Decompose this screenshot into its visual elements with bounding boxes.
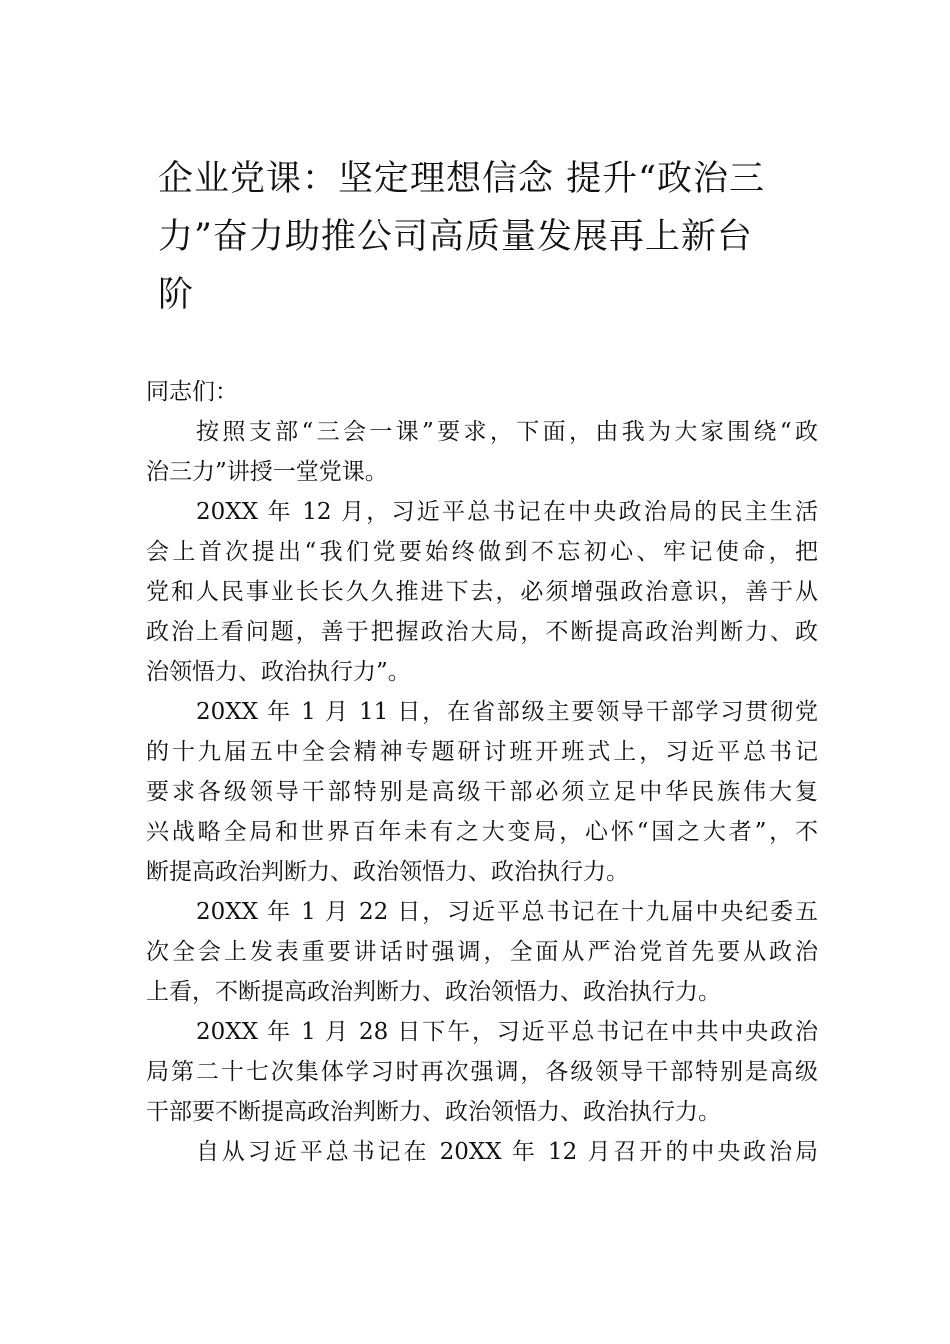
- salutation: 同志们：: [146, 379, 238, 405]
- paragraph-line: 20XX 年 1 月 22 日，习近平总书记在十九届中央纪委五: [196, 899, 818, 925]
- document-body: [146, 372, 818, 1172]
- paragraph-line: 的十九届五中全会精神专题研讨班开班式上，习近平总书记: [146, 739, 818, 765]
- paragraph-line: 治三力”讲授一堂党课。: [146, 459, 388, 485]
- paragraph: [146, 412, 818, 492]
- paragraph-line: 20XX 年 1 月 28 日下午，习近平总书记在中共中央政治: [196, 1019, 818, 1045]
- title-line: 阶: [158, 275, 195, 315]
- paragraph-line: 断提高政治判断力、政治领悟力、政治执行力。: [146, 859, 629, 885]
- paragraph-line: 党和人民事业长长久久推进下去，必须增强政治意识，善于从: [146, 579, 818, 605]
- document-title: [158, 150, 798, 324]
- paragraph-line: 治领悟力、政治执行力”。: [146, 659, 411, 685]
- paragraph-line: 20XX 年 1 月 11 日，在省部级主要领导干部学习贯彻党: [196, 699, 818, 725]
- paragraph-line: 兴战略全局和世界百年未有之大变局，心怀“国之大者”，不: [146, 819, 818, 845]
- paragraph: [146, 1132, 818, 1172]
- paragraph: [146, 492, 818, 692]
- paragraph-line: 局第二十七次集体学习时再次强调，各级领导干部特别是高级: [146, 1059, 818, 1085]
- paragraph-line: 次全会上发表重要讲话时强调，全面从严治党首先要从政治: [146, 939, 818, 965]
- title-line: 企业党课：坚定理想信念 提升“政治三: [158, 159, 766, 199]
- paragraph-line: 干部要不断提高政治判断力、政治领悟力、政治执行力。: [146, 1099, 721, 1125]
- paragraph-line: 要求各级领导干部特别是高级干部必须立足中华民族伟大复: [146, 779, 818, 805]
- paragraph-line: 20XX 年 12 月，习近平总书记在中央政治局的民主生活: [196, 499, 818, 525]
- paragraph: [146, 1012, 818, 1132]
- paragraph-line: 自从习近平总书记在 20XX 年 12 月召开的中央政治局: [196, 1139, 818, 1165]
- paragraph-line: 按照支部“三会一课”要求，下面，由我为大家围绕“政: [196, 419, 818, 445]
- paragraph: [146, 692, 818, 892]
- paragraph-line: 上看，不断提高政治判断力、政治领悟力、政治执行力。: [146, 979, 721, 1005]
- paragraph: [146, 892, 818, 1012]
- title-line: 力”奋力助推公司高质量发展再上新台: [158, 217, 753, 257]
- paragraph-line: 政治上看问题，善于把握政治大局，不断提高政治判断力、政: [146, 619, 818, 645]
- paragraph-line: 会上首次提出“我们党要始终做到不忘初心、牢记使命，把: [146, 539, 818, 565]
